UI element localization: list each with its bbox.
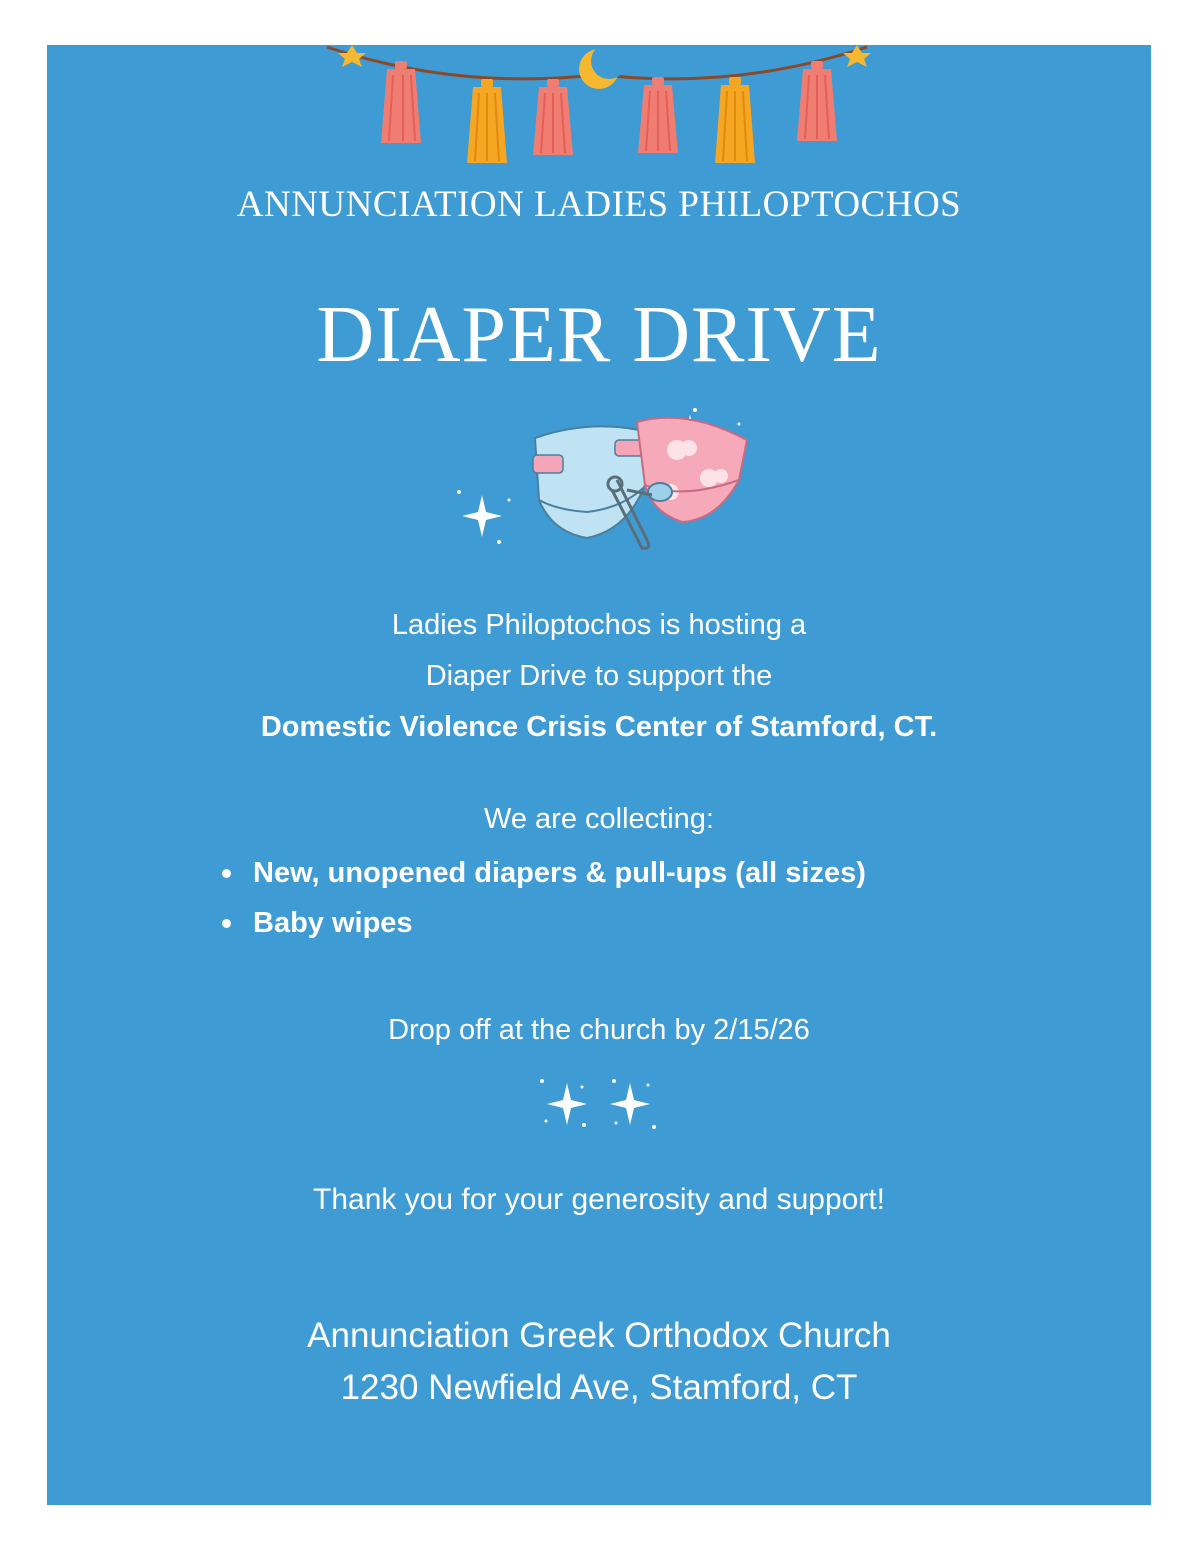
- thank-you-text: Thank you for your generosity and support!: [313, 1183, 885, 1216]
- tassel-pink: [533, 79, 573, 155]
- collecting-list: [222, 848, 866, 948]
- collecting-heading: We are collecting:: [484, 803, 714, 835]
- list-item: New, unopened diapers & pull-ups (all sizes): [222, 848, 866, 898]
- intro-line-3: Domestic Violence Crisis Center of Stamford, CT.: [260, 711, 938, 743]
- church-info: [47, 1310, 1151, 1414]
- sparkle-icon: [532, 1075, 662, 1135]
- diapers-icon: [447, 400, 757, 560]
- tassel-pink: [638, 77, 678, 153]
- tassel-garland-icon: [47, 45, 1151, 175]
- dropoff-text: Drop off at the church by 2/15/26: [388, 1014, 810, 1046]
- tassel-gold: [467, 79, 507, 163]
- intro-text: [47, 600, 1151, 753]
- event-title: DIAPER DRIVE: [316, 291, 882, 379]
- church-address: 1230 Newfield Ave, Stamford, CT: [340, 1368, 858, 1407]
- star-icon: [338, 45, 366, 67]
- intro-line-2: Diaper Drive to support the: [425, 660, 773, 692]
- tassel-pink: [381, 61, 421, 143]
- church-name: Annunciation Greek Orthodox Church: [307, 1316, 891, 1355]
- organization-name: ANNUNCIATION LADIES PHILOPTOCHOS: [236, 184, 962, 225]
- diaper-drive-flyer: [47, 45, 1151, 1505]
- list-item: Baby wipes: [222, 898, 866, 948]
- tassel-gold: [715, 77, 755, 163]
- intro-line-1: Ladies Philoptochos is hosting a: [391, 609, 807, 641]
- tassel-pink: [797, 61, 837, 141]
- pink-diaper: [637, 418, 747, 522]
- crescent-moon-icon: [579, 45, 627, 89]
